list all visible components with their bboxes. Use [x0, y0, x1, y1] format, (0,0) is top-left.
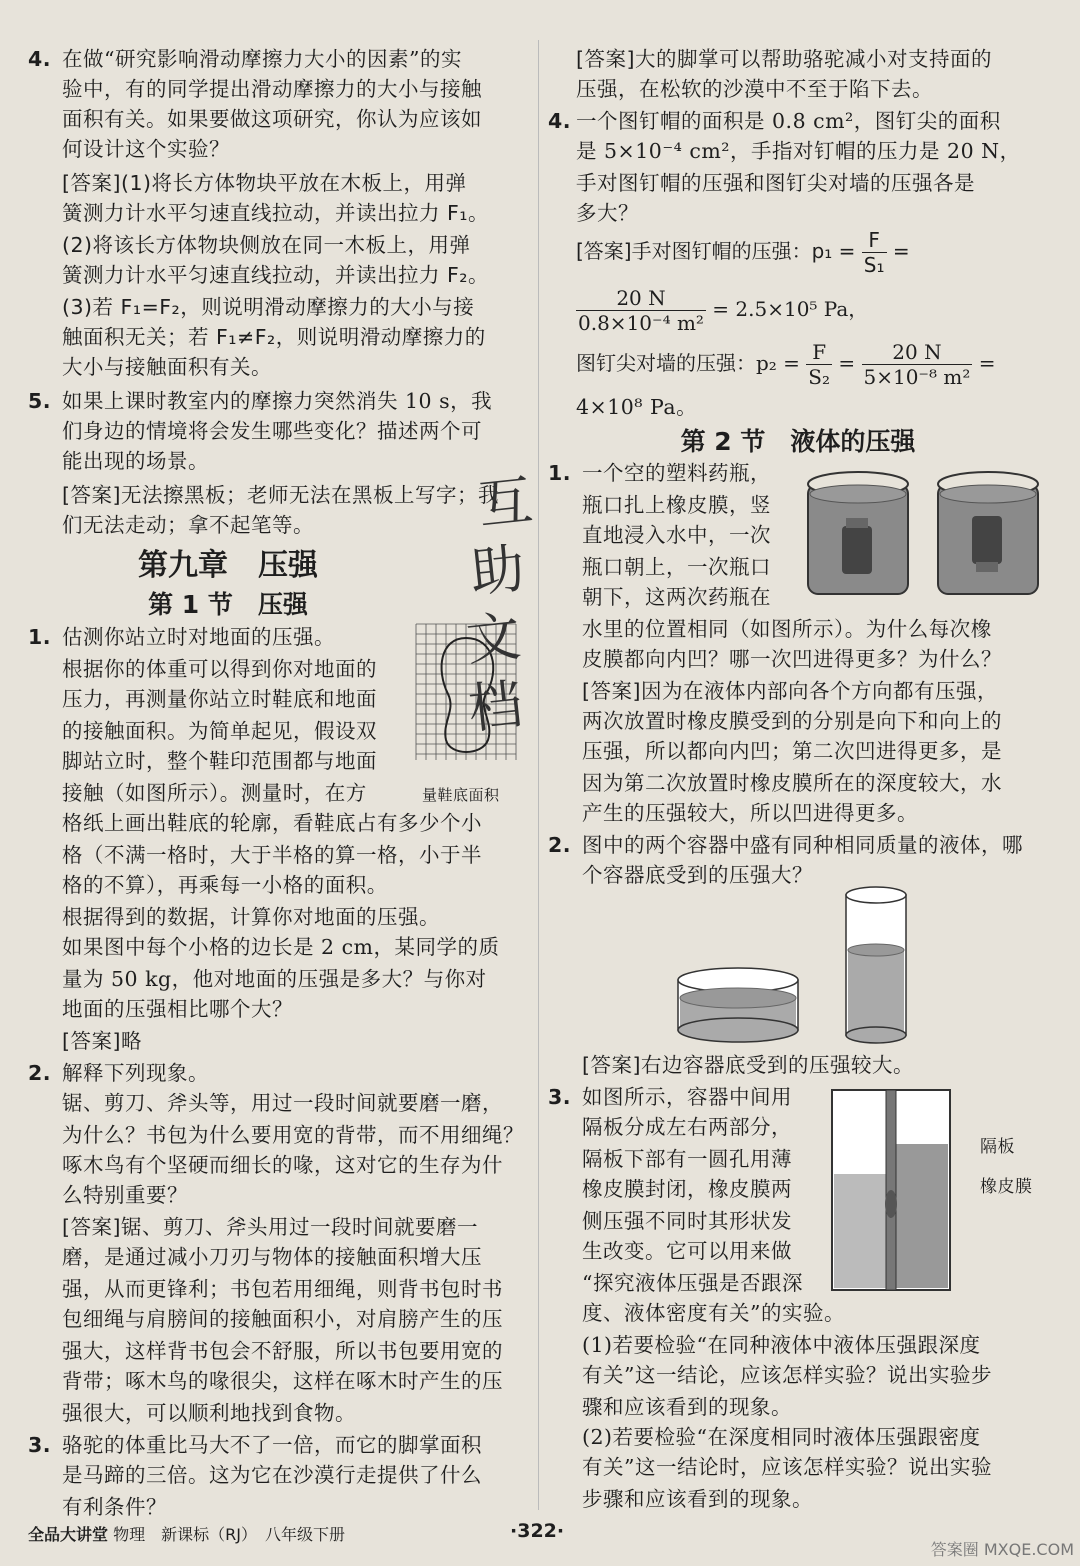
watermark: 答案圈 MXQE.COM — [930, 1540, 1074, 1559]
question-text: 格纸上画出鞋底的轮廓，看鞋底占有多少个小 — [62, 811, 482, 835]
question-number: 5. — [28, 389, 52, 413]
answer-text: [答案]略 — [62, 1029, 142, 1053]
question-text: 估测你站立时对地面的压强。 — [62, 625, 335, 649]
answer-text: 压强，在松软的沙漠中不至于陷下去。 — [576, 77, 933, 101]
question-text: 格的不算），再乘每一小格的面积。 — [62, 873, 388, 897]
book-subject: 物理 新课标（RJ） 八年级下册 — [113, 1525, 345, 1544]
question-text: 压力，再测量你站立时鞋底和地面 — [62, 687, 377, 711]
question-text: 啄木鸟有个坚硬而细长的喙，这对它的生存为什 — [62, 1153, 503, 1177]
answer-text: 两次放置时橡皮膜受到的分别是向下和向上的 — [582, 709, 1002, 733]
answer-text: 强大，这样背书包会不舒服，所以书包要用宽的 — [62, 1339, 503, 1363]
question-number: 3. — [548, 1085, 572, 1109]
question-text: 验中，有的同学提出滑动摩擦力的大小与接触 — [62, 77, 482, 101]
answer-text: 簧测力计水平匀速直线拉动，并读出拉力 F₂。 — [62, 263, 490, 287]
question-text: 的接触面积。为简单起见，假设双 — [62, 719, 377, 743]
answer-text: 强很大，可以顺利地找到食物。 — [62, 1401, 356, 1425]
partition-container-figure — [826, 1084, 956, 1296]
question-text: (2)若要检验“在深度相同时液体压强跟密度 — [582, 1425, 981, 1449]
answer-text: 背带；啄木鸟的喙很尖，这样在啄木时产生的压 — [62, 1369, 503, 1393]
question-text: 在做“研究影响滑动摩擦力大小的因素”的实 — [62, 47, 462, 71]
answer-text: 大小与接触面积有关。 — [62, 355, 272, 379]
question-text: 格（不满一格时，大于半格的算一格，小于半 — [62, 843, 482, 867]
answer-text: 包细绳与肩膀间的接触面积小，对肩膀产生的压 — [62, 1307, 503, 1331]
question-text: 锯、剪刀、斧头等，用过一段时间就要磨一磨， — [62, 1091, 503, 1115]
page-number: ·322· — [510, 1520, 565, 1542]
question-number: 1. — [548, 461, 572, 485]
question-text: 隔板下部有一圆孔用薄 — [582, 1147, 792, 1171]
handwritten-mark: 档 — [465, 672, 526, 741]
question-number: 1. — [28, 625, 52, 649]
question-text: “探究液体压强是否跟深 — [582, 1271, 803, 1295]
handwritten-mark: 助 — [467, 536, 528, 605]
question-number: 2. — [548, 833, 572, 857]
formula-line-4: 4×10⁸ Pa。 — [576, 395, 698, 419]
question-text: 多大？ — [576, 201, 639, 225]
question-text: 根据得到的数据，计算你对地面的压强。 — [62, 905, 440, 929]
label-membrane: 橡皮膜 — [980, 1177, 1033, 1197]
question-text: 个容器底受到的压强大？ — [582, 863, 813, 887]
question-text: 接触（如图所示）。测量时，在方 — [62, 781, 367, 805]
handwritten-mark: 文 — [463, 604, 524, 673]
question-text: 么特别重要？ — [62, 1183, 188, 1207]
question-text: 步骤和应该看到的现象。 — [582, 1487, 813, 1511]
formula-line-1: [答案]手对图钉帽的压强：p₁ = $\frac{F}{\text{S₁}}$ = — [576, 228, 910, 277]
answer-text: [答案]无法擦黑板；老师无法在黑板上写字；我 — [62, 483, 499, 507]
answer-text: [答案]右边容器底受到的压强较大。 — [582, 1053, 914, 1077]
question-text: 瓶口朝上，一次瓶口 — [582, 555, 771, 579]
question-text: (1)若要检验“在同种液体中液体压强跟深度 — [582, 1333, 981, 1357]
answer-text: 因为第二次放置时橡皮膜所在的深度较大，水 — [582, 771, 1002, 795]
question-number: 3. — [28, 1433, 52, 1457]
answer-text: 簧测力计水平匀速直线拉动，并读出拉力 F₁。 — [62, 201, 490, 225]
question-text: 侧压强不同时其形状发 — [582, 1209, 792, 1233]
figure-caption: 量鞋底面积 — [422, 786, 500, 804]
question-text: 生改变。它可以用来做 — [582, 1239, 792, 1263]
question-text: 脚站立时，整个鞋印范围都与地面 — [62, 749, 377, 773]
answer-text: (2)将该长方体物块侧放在同一木板上，用弹 — [62, 233, 471, 257]
question-text: 为什么？书包为什么要用宽的背带，而不用细绳？ — [62, 1123, 524, 1147]
question-text: 瓶口扎上橡皮膜，竖 — [582, 493, 771, 517]
formula-line-2: $\frac{20 N}{\text{0.8×10⁻⁴ m²}}$ = 2.5×10⁵ Pa， — [578, 286, 869, 335]
question-text: 有关”这一结论，应该怎样实验？说出实验步 — [582, 1363, 992, 1387]
question-number: 4. — [548, 109, 572, 133]
question-text: 们身边的情境将会发生哪些变化？描述两个可 — [62, 419, 482, 443]
answer-text: 们无法走动；拿不起笔等。 — [62, 513, 314, 537]
question-text: 度、液体密度有关”的实验。 — [582, 1301, 845, 1325]
label-partition: 隔板 — [980, 1137, 1015, 1157]
answer-text: [答案]大的脚掌可以帮助骆驼减小对支持面的 — [576, 47, 992, 71]
question-number: 2. — [28, 1061, 52, 1085]
question-text: 解释下列现象。 — [62, 1061, 209, 1085]
question-text: 手对图钉帽的压强和图钉尖对墙的压强各是 — [576, 171, 975, 195]
question-text: 根据你的体重可以得到你对地面的 — [62, 657, 377, 681]
answer-text: 触面积无关；若 F₁≠F₂，则说明滑动摩擦力的 — [62, 325, 486, 349]
chapter-title: 第九章 压强 — [138, 548, 318, 583]
question-text: 有利条件？ — [62, 1495, 167, 1519]
answer-text: [答案]锯、剪刀、斧头用过一段时间就要磨一 — [62, 1215, 478, 1239]
question-text: 朝下，这两次药瓶在 — [582, 585, 771, 609]
question-text: 皮膜都向内凹？哪一次凹进得更多？为什么？ — [582, 647, 1002, 671]
question-text: 如图所示，容器中间用 — [582, 1085, 792, 1109]
question-text: 是 5×10⁻⁴ cm²，手指对钉帽的压力是 20 N， — [576, 139, 1021, 163]
answer-text: (3)若 F₁=F₂，则说明滑动摩擦力的大小与接 — [62, 295, 475, 319]
answer-text: [答案](1)将长方体物块平放在木板上，用弹 — [62, 171, 467, 195]
question-text: 隔板分成左右两部分， — [582, 1115, 792, 1139]
question-text: 有关”这一结论时，应该怎样实验？说出实验 — [582, 1455, 992, 1479]
question-text: 如果图中每个小格的边长是 2 cm，某同学的质 — [62, 935, 500, 959]
book-series: 全品大讲堂 — [28, 1525, 109, 1544]
question-text: 是马蹄的三倍。这为它在沙漠行走提供了什么 — [62, 1463, 482, 1487]
answer-text: 强，从而更锋利；书包若用细绳，则背书包时书 — [62, 1277, 503, 1301]
answer-text: 产生的压强较大，所以凹进得更多。 — [582, 801, 918, 825]
question-text: 何设计这个实验？ — [62, 137, 230, 161]
column-divider — [538, 40, 539, 1510]
question-text: 如果上课时教室内的摩擦力突然消失 10 s，我 — [62, 389, 493, 413]
question-text: 直地浸入水中，一次 — [582, 523, 771, 547]
formula-line-3: 图钉尖对墙的压强：p₂ = $\frac{F}{\text{S₂}}$ = $\frac{20 N}{\text{5×10⁻⁸ m²}}$ = — [576, 340, 996, 389]
answer-text: 压强，所以都向内凹；第二次凹进得更多，是 — [582, 739, 1002, 763]
handwritten-mark: 互 — [475, 468, 536, 537]
question-text: 地面的压强相比哪个大？ — [62, 997, 293, 1021]
question-text: 图中的两个容器中盛有同种相同质量的液体，哪 — [582, 833, 1023, 857]
section-title: 第 2 节 液体的压强 — [680, 427, 916, 456]
question-text: 能出现的场景。 — [62, 449, 209, 473]
question-text: 骆驼的体重比马大不了一倍，而它的脚掌面积 — [62, 1433, 482, 1457]
question-text: 骤和应该看到的现象。 — [582, 1395, 792, 1419]
question-text: 橡皮膜封闭，橡皮膜两 — [582, 1177, 792, 1201]
question-text: 量为 50 kg，他对地面的压强是多大？与你对 — [62, 967, 487, 991]
question-text: 一个图钉帽的面积是 0.8 cm²，图钉尖的面积 — [576, 109, 1001, 133]
beaker-bottle-figure — [798, 454, 1048, 604]
question-text: 面积有关。如果要做这项研究，你认为应该如 — [62, 107, 482, 131]
answer-text: [答案]因为在液体内部向各个方向都有压强， — [582, 679, 998, 703]
question-number: 4. — [28, 47, 52, 71]
question-text: 水里的位置相同（如图所示）。为什么每次橡 — [582, 617, 992, 641]
answer-text: 磨，是通过减小刀刃与物体的接触面积增大压 — [62, 1245, 482, 1269]
section-title: 第 1 节 压强 — [148, 590, 308, 619]
two-containers-figure — [668, 880, 988, 1050]
question-text: 一个空的塑料药瓶， — [582, 461, 771, 485]
